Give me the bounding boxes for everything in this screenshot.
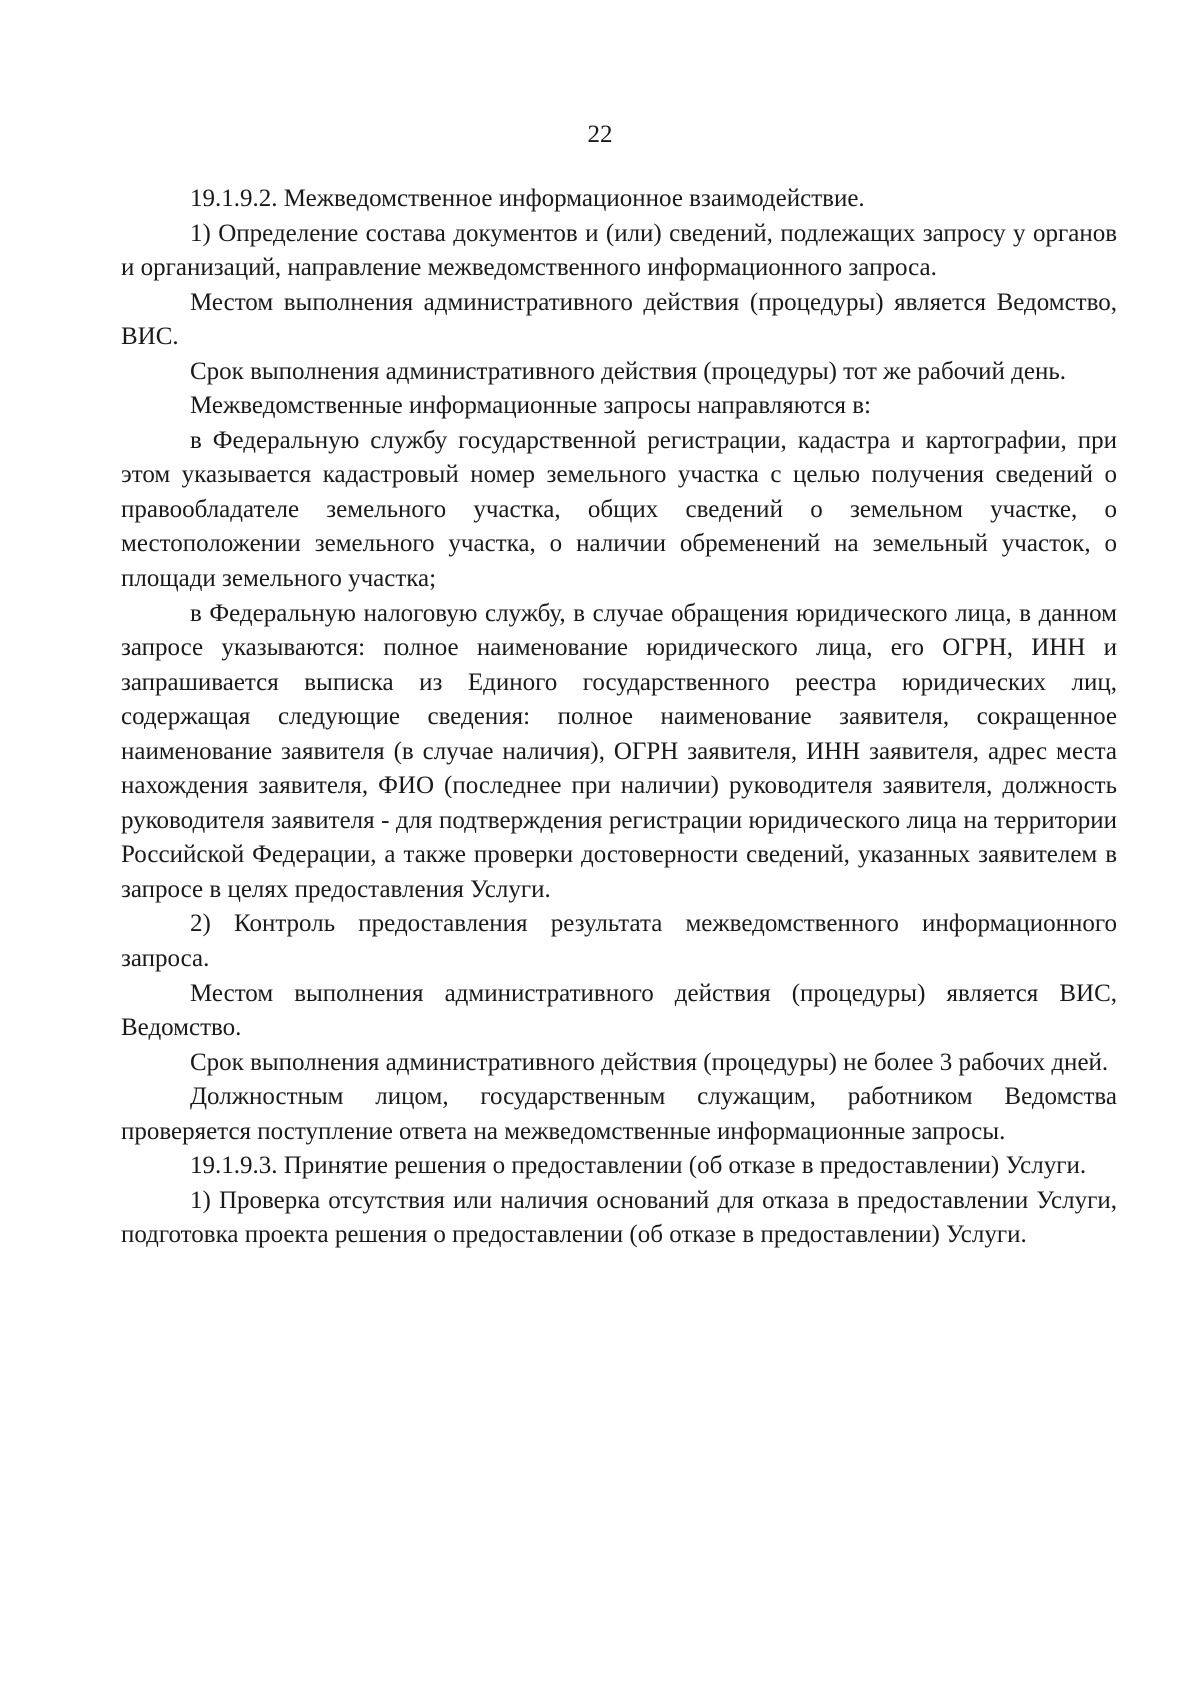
paragraph-section-heading-2: 19.1.9.3. Принятие решения о предоставлении (об отказе в предоставлении) Услуги.: [190, 1152, 1087, 1180]
paragraph-deadline: Срок выполнения административного действия (процедуры) тот же рабочий день.: [190, 357, 1067, 385]
paragraph-deadline-2: Срок выполнения административного действия (процедуры) не более 3 рабочих дней.: [190, 1048, 1109, 1076]
paragraph-step-1-decision: 1) Проверка отсутствия или наличия оснований для отказа в предоставлении Услуги, подготовка проекта решения о предоставлении (об отказе в предоставлении) Услуги.: [121, 1186, 1117, 1249]
paragraph-location-2: Местом выполнения административного действия (процедуры) является ВИС, Ведомство.: [121, 979, 1117, 1042]
paragraph-tax-service: в Федеральную налоговую службу, в случае обращения юридического лица, в данном запросе указываются: полное наименование юридического лица, его ОГРН, ИНН и запрашивается выписка из Единого государственного реестра юридических лиц, содержащая следующие сведения: полное наименование заявителя, сокращенное наименование заявителя (в случае наличия), ОГРН заявителя, ИНН заявителя, адрес места нахождения заявителя, ФИО (последнее при наличии) руководителя заявителя, должность руководителя заявителя - для подтверждения регистрации юридического лица на территории Российской Федерации, а также проверки достоверности сведений, указанных заявителем в запросе в целях предоставления Услуги.: [121, 599, 1117, 903]
paragraph-rosreestr: в Федеральную службу государственной регистрации, кадастра и картографии, при этом указывается кадастровый номер земельного участка с целью получения сведений о правообладателе земельного участка, общих сведений о земельном участке, о местоположении земельного участка, о наличии обременений на земельный участок, о площади земельного участка;: [121, 426, 1117, 593]
paragraph-section-heading: 19.1.9.2. Межведомственное информационное взаимодействие.: [190, 185, 865, 212]
document-body: [121, 182, 1117, 1253]
page-number: 22: [587, 121, 613, 148]
paragraph-officer-check: Должностным лицом, государственным служащим, работником Ведомства проверяется поступление ответа на межведомственные информационные запросы.: [121, 1083, 1117, 1145]
paragraph-step-1: 1) Определение состава документов и (или) сведений, подлежащих запросу у органов и организаций, направление межведомственного информационного запроса.: [121, 219, 1117, 282]
paragraph-step-2: 2) Контроль предоставления результата межведомственного информационного запроса.: [121, 910, 1117, 973]
paragraph-requests-intro: Межведомственные информационные запросы направляются в:: [190, 392, 871, 420]
paragraph-location: Местом выполнения административного действия (процедуры) является Ведомство, ВИС.: [121, 288, 1117, 351]
